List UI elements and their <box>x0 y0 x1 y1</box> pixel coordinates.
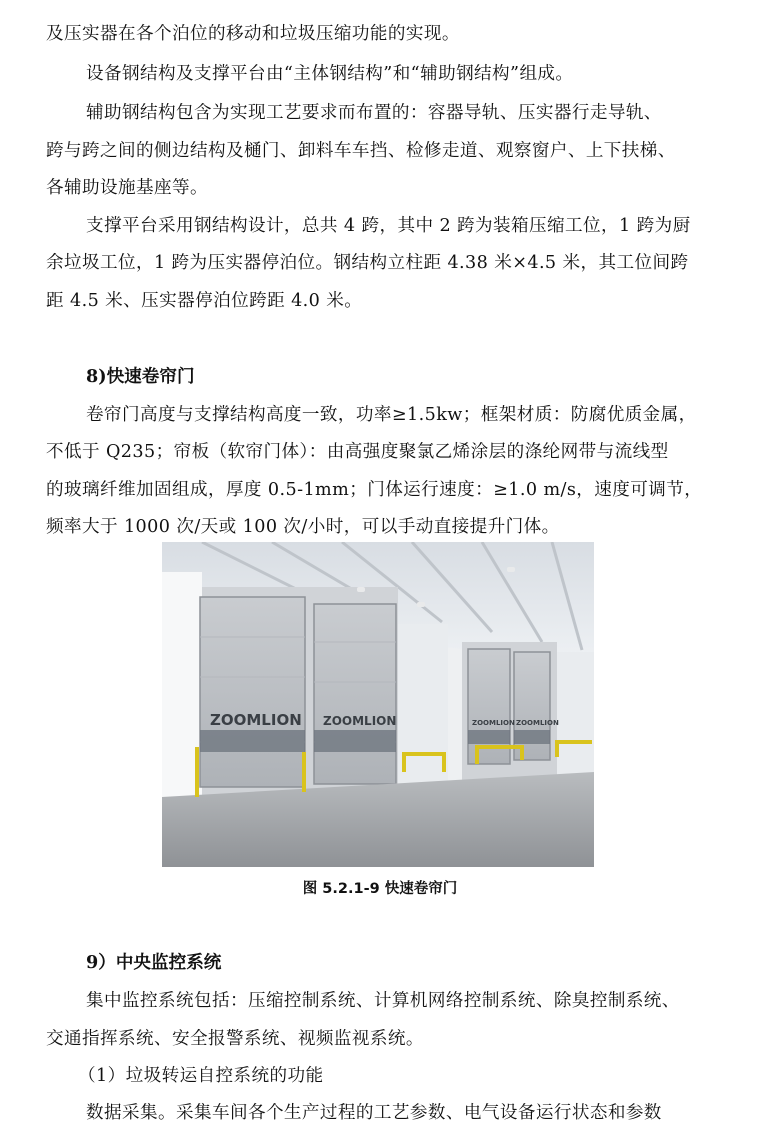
paragraph-line: 频率大于 1000 次/天或 100 次/小时，可以手动直接提升门体。 <box>46 517 560 537</box>
door-logo: ZOOMLION <box>323 714 397 728</box>
figure-caption: 图 5.2.1-9 快速卷帘门 <box>302 881 458 897</box>
door-logo: ZOOMLION <box>472 719 515 727</box>
paragraph-line: 卷帘门高度与支撑结构高度一致，功率≥1.5kw；框架材质：防腐优质金属， <box>86 405 697 425</box>
roller-door-photo <box>162 542 594 867</box>
door-logo: ZOOMLION <box>210 711 302 729</box>
paragraph-line: 及压实器在各个泊位的移动和垃圾压缩功能的实现。 <box>46 24 460 44</box>
paragraph-line: 集中监控系统包括：压缩控制系统、计算机网络控制系统、除臭控制系统、 <box>86 991 680 1011</box>
paragraph-line: 不低于 Q235；帘板（软帘门体）：由高强度聚氯乙烯涂层的涤纶网带与流线型 <box>46 442 669 462</box>
section-heading: 8)快速卷帘门 <box>86 366 195 387</box>
paragraph-line: 支撑平台采用钢结构设计，总共 4 跨，其中 2 跨为装箱压缩工位，1 跨为厨 <box>86 216 691 236</box>
door-logo: ZOOMLION <box>516 719 559 727</box>
paragraph-line: 距 4.5 米、压实器停泊位跨距 4.0 米。 <box>46 291 363 311</box>
paragraph-line: （1）垃圾转运自控系统的功能 <box>78 1066 324 1086</box>
paragraph-line: 各辅助设施基座等。 <box>46 178 208 198</box>
paragraph-line: 辅助钢结构包含为实现工艺要求而布置的：容器导轨、压实器行走导轨、 <box>86 103 662 123</box>
section-heading: 9）中央监控系统 <box>86 952 222 973</box>
paragraph-line: 余垃圾工位，1 跨为压实器停泊位。钢结构立柱距 4.38 米×4.5 米，其工位间跨 <box>46 253 689 273</box>
paragraph-line: 数据采集。采集车间各个生产过程的工艺参数、电气设备运行状态和参数 <box>86 1103 662 1123</box>
paragraph-line: 设备钢结构及支撑平台由“主体钢结构”和“辅助钢结构”组成。 <box>86 64 574 84</box>
paragraph-line: 的玻璃纤维加固组成，厚度 0.5-1mm；门体运行速度：≥1.0 m/s，速度可调节， <box>46 480 703 500</box>
paragraph-line: 交通指挥系统、安全报警系统、视频监视系统。 <box>46 1029 424 1049</box>
paragraph-line: 跨与跨之间的侧边结构及樋门、卸料车车挡、检修走道、观察窗户、上下扶梯、 <box>46 141 676 161</box>
